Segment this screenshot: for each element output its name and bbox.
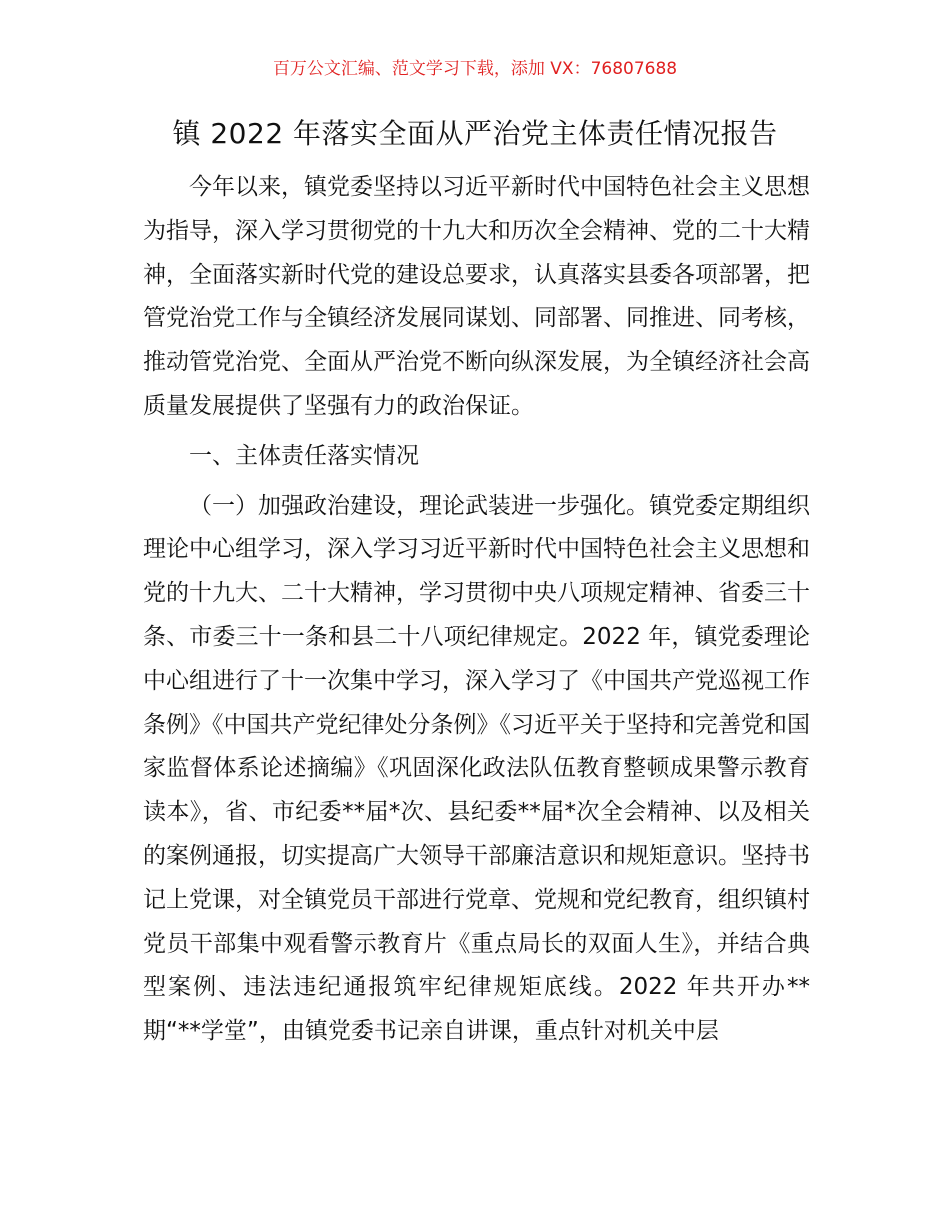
watermark-header: 百万公文汇编、范文学习下载，添加 VX：76807688 [272,59,678,79]
intro-paragraph: 今年以来，镇党委坚持以习近平新时代中国特色社会主义思想为指导，深入学习贯彻党的十九大和历次全会精神、党的二十大精神，全面落实新时代党的建设总要求，认真落实县委各项部署，把管党治党工作与全镇经济发展同谋划、同部署、同推进、同考核，推动管党治党、全面从严治党不断向纵深发展，为全镇经济社会高质量发展提供了坚强有力的政治保证。 [143,174,810,419]
section-heading: 一、主体责任落实情况 [189,442,419,469]
report-title: 镇 2022 年落实全面从严治党主体责任情况报告 [172,117,778,150]
report-body [143,166,810,1054]
section-paragraph: （一）加强政治建设，理论武装进一步强化。镇党委定期组织理论中心组学习，深入学习习近平新时代中国特色社会主义思想和党的十九大、二十大精神，学习贯彻中央八项规定精神、省委三十条、市委三十一条和县二十八项纪律规定。2022 年，镇党委理论中心组进行了十一次集中学习，深入学习了《中国共产党巡视工作条例》《中国共产党纪律处分条例》《习近平关于坚持和完善党和国家监督体系论述摘编》《巩固深化政法队伍教育整顿成果警示教育读本》，省、市纪委**届*次、县纪委**届*次全会精神、以及相关的案例通报，切实提高广大领导干部廉洁意识和规矩意识。坚持书记上党课，对全镇党员干部进行党章、党规和党纪教育，组织镇村党员干部集中观看警示教育片《重点局长的双面人生》，并结合典型案例、违法违纪通报筑牢纪律规矩底线。2022 年共开办**期“**学堂”，由镇党委书记亲自讲课，重点针对机关中层 [143,492,810,1045]
